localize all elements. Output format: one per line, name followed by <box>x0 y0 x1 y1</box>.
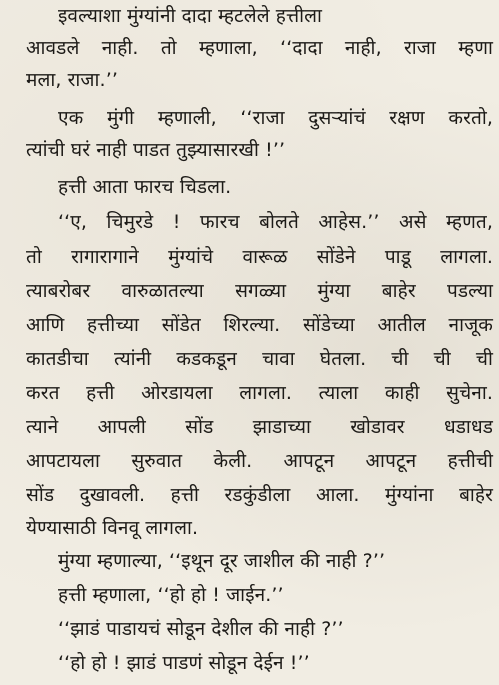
text-line-2: आवडले नाही. तो म्हणाला, ‘‘दादा नाही, राजा म्हणा <box>26 37 493 59</box>
text-line-15: सोंड दुखावली. हत्ती रडकुंडीला आला. मुंग्यांना बाहेर <box>26 484 493 506</box>
text-line-5: त्यांची घरं नाही पाडत तुझ्यासारखी !’’ <box>26 139 286 161</box>
text-line-17: मुंग्या म्हणाल्या, ‘‘इथून दूर जाशील की नाही ?’’ <box>58 550 386 572</box>
text-line-7: ‘‘ए, चिमुरडे ! फारच बोलते आहेस.’’ असे म्हणत, <box>58 211 493 233</box>
text-line-3: मला, राजा.’’ <box>26 69 118 91</box>
text-line-9: त्याबरोबर वारुळातल्या सगळ्या मुंग्या बाहेर पडल्या <box>26 280 493 302</box>
text-line-11: कातडीचा त्यांनी कडकडून चावा घेतला. ची ची ची <box>26 348 493 370</box>
text-line-13: त्याने आपली सोंड झाडाच्या खोडावर धडाधड <box>26 416 493 438</box>
text-line-8: तो रागारागाने मुंग्यांचे वारूळ सोंडेने पाडू लागला. <box>26 246 493 268</box>
text-line-19: ‘‘झाडं पाडायचं सोडून देशील की नाही ?’’ <box>58 618 344 640</box>
text-line-12: करत हत्ती ओरडायला लागला. त्याला काही सुचेना. <box>26 382 493 404</box>
text-line-10: आणि हत्तीच्या सोंडेत शिरल्या. सोंडेच्या आतील नाजूक <box>26 314 493 336</box>
text-line-4: एक मुंगी म्हणाली, ‘‘राजा दुसऱ्यांचं रक्षण करतो, <box>58 107 493 129</box>
text-line-14: आपटायला सुरुवात केली. आपटून आपटून हत्तीची <box>26 450 493 472</box>
text-line-20: ‘‘हो हो ! झाडं पाडणं सोडून देईन !’’ <box>58 652 310 674</box>
text-line-1: इवल्याशा मुंग्यांनी दादा म्हटलेले हत्तीला <box>58 5 323 27</box>
text-line-16: येण्यासाठी विनवू लागला. <box>26 517 199 539</box>
text-line-6: हत्ती आता फारच चिडला. <box>58 176 232 198</box>
text-line-18: हत्ती म्हणाला, ‘‘हो हो ! जाईन.’’ <box>58 584 284 606</box>
